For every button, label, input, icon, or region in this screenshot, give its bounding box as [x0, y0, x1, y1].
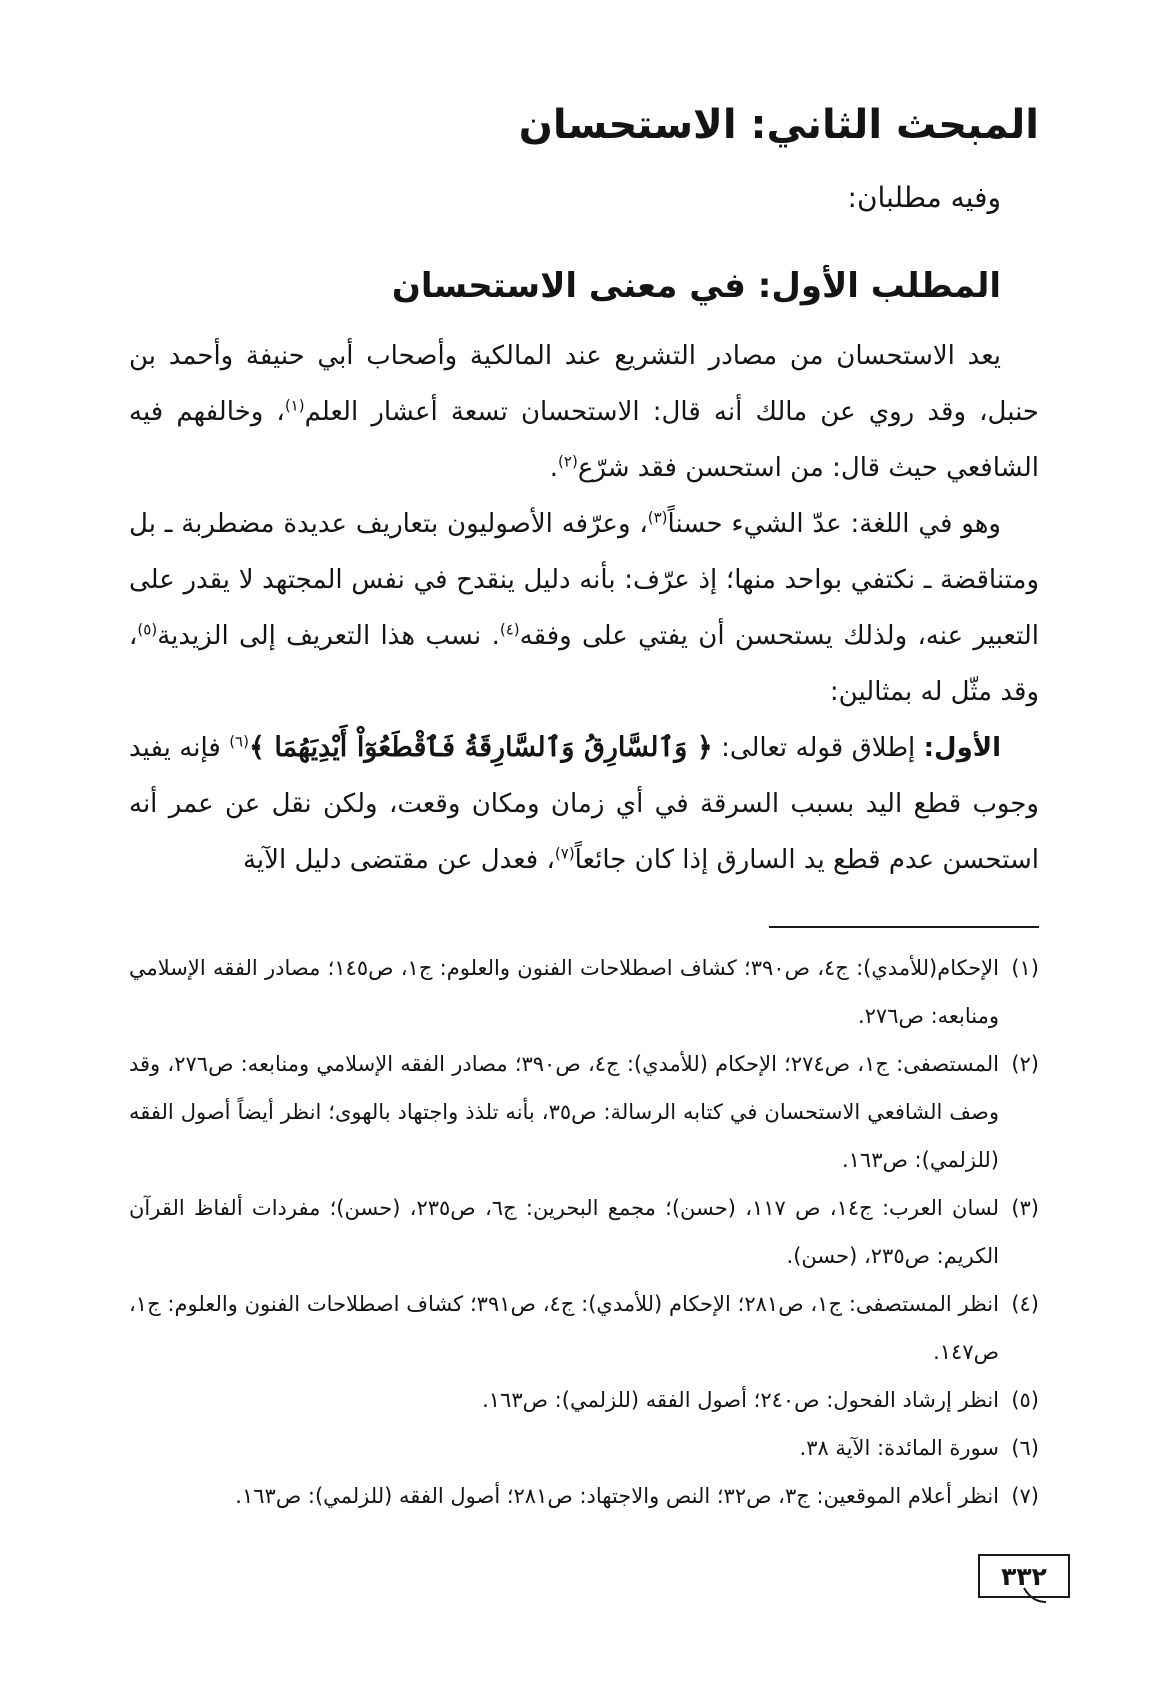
footnote-6 — [129, 1424, 1039, 1472]
paragraph-1-text-b: ، وخالفهم فيه الشافعي حيث قال: من استحسن فقد شرّع — [129, 397, 1039, 483]
paragraph-2-text-b: ، وعرّفه الأصوليون بتعاريف عديدة مضطربة ـ بل ومتناقضة ـ نكتفي بواحد منها؛ إذ عرّف: بأنه دليل ينقدح في نفس المجتهد لا يقدر على التعبير عنه، ولذلك يستحسن أن يفتي على وفقه — [129, 509, 1039, 651]
paragraph-1-text-a: يعد الاستحسان من مصادر التشريع عند المالكية وأصحاب أبي حنيفة وأحمد بن حنبل، وقد روي عن مالك أنه قال: الاستحسان تسعة أعشار العلم — [129, 341, 1039, 427]
section-heading: المطلب الأول: في معنى الاستحسان — [391, 266, 1001, 306]
footnote-text: انظر المستصفى: ج١، ص٢٨١؛ الإحكام (للأمدي): ج٤، ص٣٩١؛ كشاف اصطلاحات الفنون والعلوم: ج١، ص١٤٧. — [129, 1292, 999, 1364]
footnote-text: المستصفى: ج١، ص٢٧٤؛ الإحكام (للأمدي): ج٤، ص٣٩٠؛ مصادر الفقه الإسلامي ومنابعه: ص٢٧٦، وقد وصف الشافعي الاستحسان في كتابه الرسالة: ص٣٥، بأنه تلذذ واجتهاد بالهوى؛ انظر أيضاً أصول الفقه (للزلمي): ص١٦٣. — [129, 1052, 1000, 1172]
chapter-heading: المبحث الثاني: الاستحسان — [518, 102, 1039, 148]
footnote-ref-1[interactable]: (١) — [284, 396, 305, 415]
footnotes-list — [129, 944, 1039, 1520]
footnote-ref-2[interactable]: (٢) — [558, 452, 578, 471]
quran-verse: ﴿ وَٱلسَّارِقُ وَٱلسَّارِقَةُ فَٱقْطَعُوٓاْ أَيْدِيَهُمَا ﴾ — [248, 732, 713, 763]
footnote-text: سورة المائدة: الآية ٣٨. — [799, 1436, 999, 1460]
paragraph-3-lead: الأول: — [923, 733, 1002, 763]
paragraph-2-text-d: ، وقد مثّل له بمثالين: — [129, 621, 1039, 707]
paragraph-1-text-c: . — [549, 453, 559, 483]
footnote-number: (٤) — [1011, 1292, 1039, 1316]
paragraph-3-text-c: ، فعدل عن مقتضى دليل الآية — [242, 845, 555, 875]
footnote-4 — [129, 1280, 1039, 1376]
paragraph-3-text-b: فإنه يفيد وجوب قطع اليد بسبب السرقة في أي زمان ومكان وقعت، ولكن نقل عن عمر أنه استحسن عدم قطع يد السارق إذا كان جائعاً — [129, 733, 1039, 875]
footnote-5 — [129, 1376, 1039, 1424]
footnote-3 — [129, 1184, 1039, 1280]
footnote-number: (٧) — [1011, 1484, 1039, 1508]
footnote-number: (٣) — [1011, 1196, 1039, 1220]
paragraph-1 — [129, 328, 1039, 496]
footnote-ref-6[interactable]: (٦) — [229, 732, 249, 751]
footnote-text: لسان العرب: ج١٤، ص ١١٧، (حسن)؛ مجمع البحرين: ج٦، ص٢٣٥، (حسن)؛ مفردات ألفاظ القرآن الكريم: ص٢٣٥، (حسن). — [129, 1196, 1000, 1268]
footnote-7 — [129, 1472, 1039, 1520]
footnote-ref-3[interactable]: (٣) — [647, 508, 668, 527]
footnote-text: انظر أعلام الموقعين: ج٣، ص٣٢؛ النص والاجتهاد: ص٢٨١؛ أصول الفقه (للزلمي): ص١٦٣. — [235, 1484, 999, 1508]
paragraph-2-text-c: . نسب هذا التعريف إلى الزيدية — [157, 621, 500, 651]
page-number: ٣٣٢ — [978, 1554, 1070, 1598]
footnote-separator — [769, 926, 1039, 928]
footnote-number: (٢) — [1011, 1052, 1039, 1076]
footnote-ref-5[interactable]: (٥) — [137, 620, 158, 639]
intro-line: وفيه مطلبان: — [847, 181, 1001, 214]
footnote-1 — [129, 944, 1039, 1040]
body-text — [129, 328, 1039, 888]
footnote-text: الإحكام(للأمدي): ج٤، ص٣٩٠؛ كشاف اصطلاحات الفنون والعلوم: ج١، ص١٤٥؛ مصادر الفقه الإسلامي ومنابعه: ص٢٧٦. — [129, 956, 999, 1028]
footnote-number: (٥) — [1011, 1388, 1039, 1412]
paragraph-3-text-a: إطلاق قوله تعالى: — [712, 733, 924, 763]
footnote-2 — [129, 1040, 1039, 1184]
paragraph-3 — [129, 720, 1039, 888]
footnote-ref-7[interactable]: (٧) — [554, 844, 575, 863]
paragraph-2 — [129, 496, 1039, 720]
footnote-number: (٦) — [1011, 1436, 1039, 1460]
footnote-number: (١) — [1011, 956, 1039, 980]
footnote-text: انظر إرشاد الفحول: ص٢٤٠؛ أصول الفقه (للزلمي): ص١٦٣. — [482, 1388, 999, 1412]
footnote-ref-4[interactable]: (٤) — [499, 620, 520, 639]
paragraph-2-text-a: وهو في اللغة: عدّ الشيء حسناً — [667, 509, 1001, 539]
page-curl-icon — [1022, 1586, 1048, 1606]
